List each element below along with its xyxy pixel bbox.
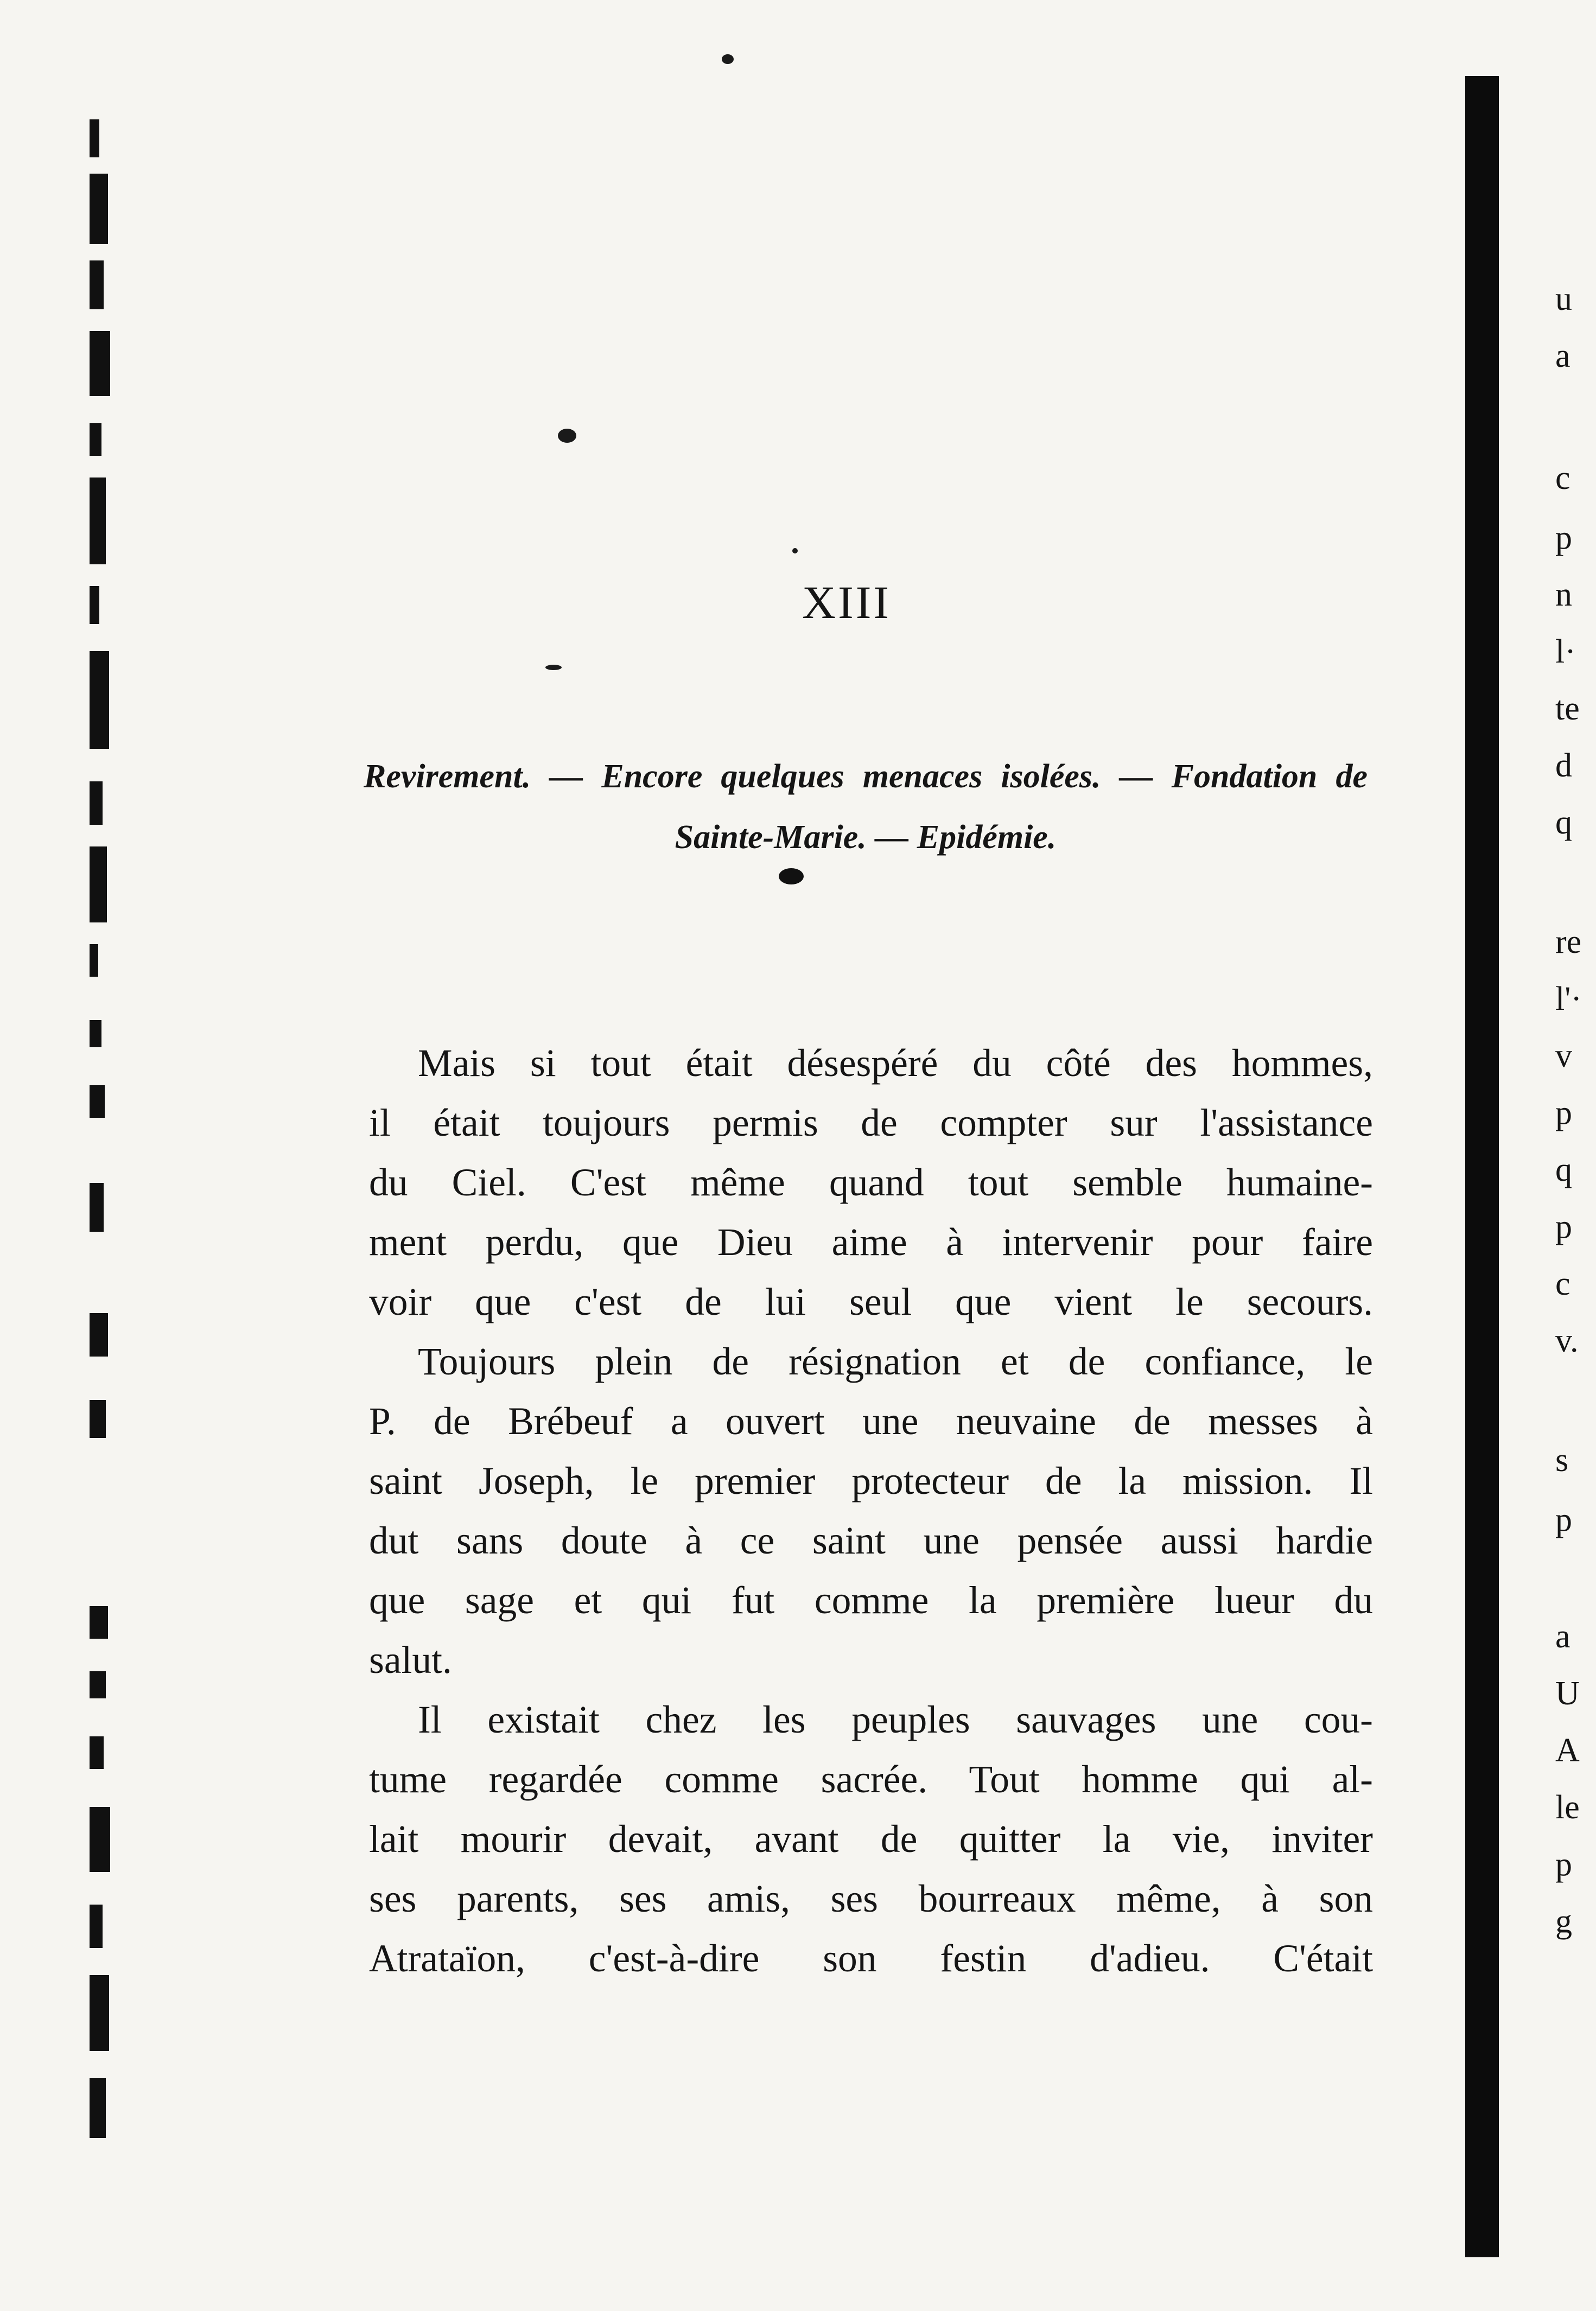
facing-fragment: p [1555,519,1572,556]
text-line: du Ciel. C'est même quand tout semble humaine- [369,1161,1373,1204]
ornament [779,868,804,884]
text-line: lait mourir devait, avant de quitter la vie, inviter [369,1818,1373,1861]
ink-speck [722,54,734,64]
facing-fragment: p [1555,1094,1572,1131]
text-line: Il existait chez les peuples sauvages une cou- [418,1698,1373,1741]
facing-fragment: v. [1555,1322,1579,1359]
chapter-summary: Revirement. — Encore quelques menaces isolées. — Fondation de Sainte-Marie. — Epidémie. [364,758,1368,856]
text-line: Atrataïon, c'est-à-dire son festin d'adieu. C'était [369,1937,1373,1980]
text-line: P. de Brébeuf a ouvert une neuvaine de messes à [369,1400,1373,1443]
body-text [369,1034,1373,1989]
facing-fragment: p [1555,1208,1572,1245]
facing-fragment: c [1555,1265,1570,1302]
facing-fragment: s [1555,1442,1569,1479]
page-edge-shadow [1465,76,1499,2257]
text-line: il était toujours permis de compter sur l'assistance [369,1102,1373,1144]
facing-fragment: A [1555,1732,1580,1769]
facing-fragment: le [1555,1789,1580,1826]
facing-fragment: d [1555,747,1572,784]
facing-fragment: g [1555,1903,1572,1940]
facing-fragment: q [1555,1151,1572,1188]
text-line: ment perdu, que Dieu aime à intervenir pour faire [369,1221,1373,1264]
facing-fragment: a [1555,338,1570,374]
facing-fragment: u [1555,281,1572,317]
facing-fragment: q [1555,804,1572,841]
text-line: Toujours plein de résignation et de confiance, le [418,1340,1373,1383]
text-line: que sage et qui fut comme la première lueur du [369,1579,1373,1622]
facing-fragment: c [1555,460,1570,496]
binding-edge [90,98,138,2214]
ink-speck [545,665,562,670]
text-line: dut sans doute à ce saint une pensée aussi hardie [369,1519,1373,1562]
facing-page-fragments [1552,0,1596,2311]
ink-speck [558,429,576,443]
text-line: saint Joseph, le premier protecteur de la mission. Il [369,1460,1373,1503]
facing-fragment: p [1555,1501,1572,1538]
text-line: Mais si tout était désespéré du côté des hommes, [418,1042,1373,1085]
text-line: voir que c'est de lui seul que vient le secours. [369,1281,1373,1323]
facing-fragment: U [1555,1675,1580,1712]
text-line: ses parents, ses amis, ses bourreaux même, à son [369,1877,1373,1920]
facing-fragment: n [1555,576,1572,613]
chapter-number: XIII [802,576,892,628]
facing-fragment: l'· [1555,981,1582,1017]
facing-fragment: re [1555,924,1582,960]
text-line: tume regardée comme sacrée. Tout homme qui al- [369,1758,1373,1801]
facing-fragment: te [1555,690,1580,727]
text-line: salut. [369,1639,452,1682]
facing-fragment: p [1555,1846,1572,1883]
ink-speck [792,548,798,553]
facing-fragment: l· [1555,633,1576,670]
facing-fragment: v [1555,1037,1572,1074]
facing-fragment: a [1555,1618,1570,1655]
